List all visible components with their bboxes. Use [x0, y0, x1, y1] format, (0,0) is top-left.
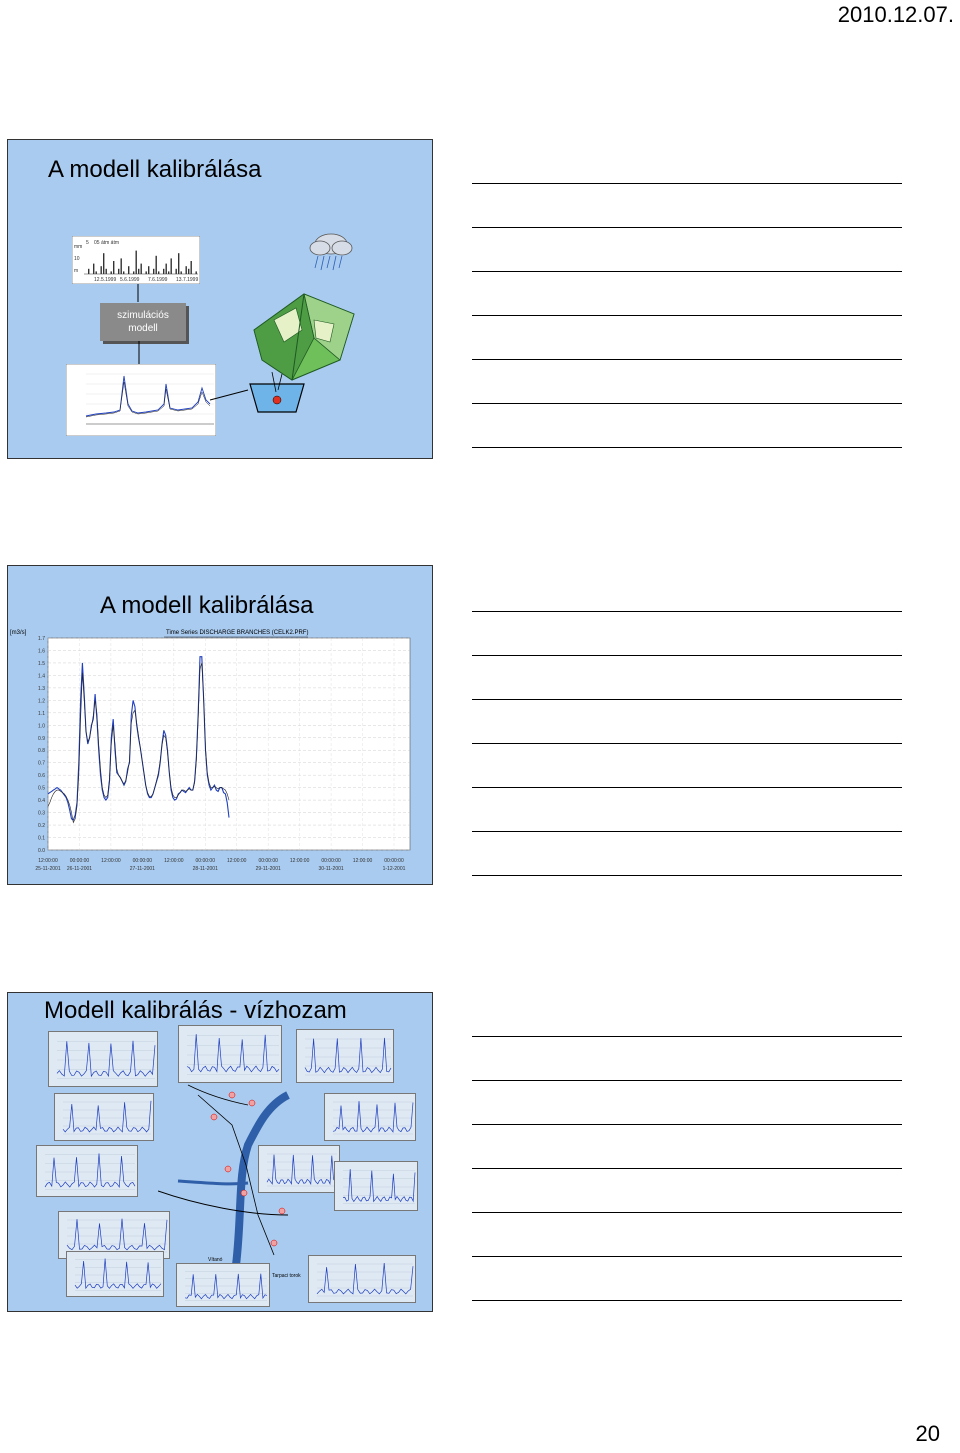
- y-tick-label: 0.8: [38, 748, 45, 755]
- notes-lines-2: [472, 611, 902, 919]
- rain-axis-low: m: [74, 268, 79, 274]
- node-tarpaci: Tarpaci torok: [272, 1273, 301, 1279]
- mini-series: [343, 1169, 415, 1201]
- y-tick-label: 1.2: [38, 698, 45, 705]
- discharge-chart: [8, 622, 432, 884]
- x-tick-date: 1-12-2001: [382, 866, 406, 872]
- rain-bar: [148, 266, 149, 274]
- x-tick-time: 12:00:00: [164, 858, 184, 864]
- rain-date-4: 13.7.1999: [176, 277, 199, 283]
- mini-chart-svg: [49, 1032, 159, 1088]
- mini-series: [75, 1259, 161, 1289]
- y-tick-label: 0.9: [38, 735, 45, 742]
- mini-chart-11: [176, 1263, 270, 1307]
- rain-bar: [191, 261, 192, 274]
- plot-area: [48, 638, 410, 850]
- mini-grid: [267, 1154, 337, 1186]
- rain-bar: [178, 253, 179, 274]
- y-tick-label: 0.2: [38, 823, 45, 830]
- x-tick-time: 12:00:00: [226, 858, 247, 864]
- rain-date-3: 7.6.1999: [148, 277, 168, 283]
- rain-bar: [96, 271, 97, 274]
- mini-series: [57, 1041, 155, 1076]
- rain-bar: [103, 253, 104, 274]
- rain-bar: [101, 266, 102, 274]
- mini-chart-svg: [37, 1146, 139, 1198]
- x-tick-time: 00:00:00: [69, 858, 90, 864]
- y-axis-unit: [m3/s]: [10, 630, 27, 636]
- mini-chart-svg: [335, 1162, 419, 1212]
- x-tick-date: 29-11-2001: [255, 866, 281, 872]
- mini-series: [317, 1263, 413, 1294]
- mini-grid: [343, 1170, 415, 1203]
- mini-chart-1: [48, 1031, 158, 1087]
- rain-bar: [196, 271, 197, 274]
- mini-series: [187, 1034, 279, 1072]
- mini-grid: [57, 1041, 155, 1078]
- box-label-line1: szimulációs: [117, 310, 169, 321]
- rain-unit: mm: [74, 244, 83, 250]
- notes-lines-1: [472, 183, 902, 491]
- x-tick-time: 12:00:00: [289, 858, 310, 864]
- rain-bar: [123, 271, 124, 274]
- mini-chart-10: [66, 1251, 164, 1297]
- mini-series: [67, 1219, 167, 1250]
- x-tick-time: 12:00:00: [101, 858, 121, 864]
- rain-date-2: 5.6.1999: [120, 277, 140, 283]
- cloud-icon: [306, 228, 356, 272]
- rain-bar: [168, 271, 169, 274]
- rain-bar: [176, 269, 177, 274]
- mini-grid: [305, 1039, 391, 1075]
- mini-chart-6: [36, 1145, 138, 1197]
- rain-bar: [156, 256, 157, 274]
- bucket-icon: [242, 372, 312, 416]
- mini-chart-2: [178, 1025, 282, 1083]
- page-number: 20: [915, 1421, 940, 1446]
- y-tick-label: 0.7: [38, 760, 45, 767]
- rain-axis-mid: 10: [74, 256, 80, 262]
- box-label-line2: modell: [128, 323, 158, 334]
- x-tick-date: 26-11-2001: [66, 866, 93, 872]
- y-tick-label: 1.3: [38, 685, 45, 692]
- rain-bar: [158, 271, 159, 274]
- mini-chart-5: [324, 1093, 416, 1141]
- rain-bar: [128, 266, 129, 274]
- mini-series: [185, 1274, 267, 1299]
- mini-grid: [187, 1036, 279, 1075]
- y-tick-label: 1.6: [38, 648, 45, 655]
- mini-chart-8: [334, 1161, 418, 1211]
- rain-bar: [133, 271, 134, 274]
- y-tick-label: 0.1: [38, 835, 45, 842]
- y-tick-label: 1.4: [38, 673, 45, 680]
- rainfall-chart: [72, 236, 200, 284]
- y-tick-label: 1.0: [38, 723, 45, 730]
- rain-bar: [136, 251, 137, 274]
- rain-date-1: 12.5.1999: [94, 277, 117, 283]
- mini-series: [305, 1038, 391, 1073]
- x-tick-time: 00:00:00: [321, 858, 341, 864]
- rain-axis-top: 5: [86, 240, 89, 246]
- mini-series: [45, 1153, 135, 1187]
- simulation-model-box: [100, 303, 186, 341]
- mini-chart-svg: [179, 1026, 283, 1084]
- mini-chart-svg: [325, 1094, 417, 1142]
- mini-chart-svg: [309, 1256, 417, 1304]
- chart-legend: Time Series DISCHARGE BRANCHES (CELK2.PRF): [166, 630, 309, 636]
- notes-lines-3: [472, 1036, 902, 1344]
- rain-bar: [121, 258, 122, 274]
- mini-series: [267, 1155, 337, 1184]
- rain-bar: [88, 269, 89, 274]
- rain-bar: [93, 264, 94, 274]
- y-tick-label: 0.5: [38, 785, 45, 792]
- mini-grid: [317, 1264, 413, 1296]
- mini-chart-7: [258, 1145, 340, 1193]
- slide-3: [7, 992, 433, 1312]
- rain-bar: [111, 271, 112, 274]
- node-vitano: Vítanó: [208, 1257, 223, 1263]
- x-tick-time: 12:00:00: [38, 858, 58, 864]
- x-tick-time: 00:00:00: [258, 858, 278, 864]
- rain-bar: [141, 264, 142, 274]
- header-date: 2010.12.07.: [837, 2, 954, 27]
- mini-chart-3: [296, 1029, 394, 1083]
- arrow-rain-to-model: [128, 284, 148, 304]
- rain-bar: [163, 269, 164, 274]
- x-tick-date: 28-11-2001: [192, 866, 218, 872]
- rain-bar: [188, 269, 189, 274]
- y-tick-label: 0.4: [38, 798, 45, 805]
- mini-grid: [63, 1102, 151, 1134]
- x-tick-time: 00:00:00: [132, 858, 153, 864]
- y-tick-label: 1.5: [38, 660, 45, 667]
- rain-bar: [186, 266, 187, 274]
- mini-chart-svg: [259, 1146, 341, 1194]
- x-tick-time: 00:00:00: [195, 858, 216, 864]
- output-hydrograph: [66, 364, 216, 436]
- mini-chart-svg: [177, 1264, 271, 1308]
- rain-bar: [171, 258, 172, 274]
- x-tick-date: 30-11-2001: [318, 866, 344, 872]
- rain-bar: [166, 264, 167, 274]
- rain-bar: [181, 271, 182, 274]
- y-tick-label: 0.3: [38, 810, 45, 817]
- y-tick-label: 0.0: [38, 848, 45, 854]
- slide-2: [7, 565, 433, 885]
- slide-2-title: A modell kalibrálása: [100, 592, 314, 619]
- rain-bar: [106, 269, 107, 274]
- rain-series-label: 05 átm átm: [94, 240, 120, 246]
- slide-1-title: A modell kalibrálása: [48, 156, 262, 183]
- mini-chart-4: [54, 1093, 154, 1141]
- rain-bar: [138, 269, 139, 274]
- y-tick-label: 0.6: [38, 773, 45, 780]
- slide-3-title: Modell kalibrálás - vízhozam: [44, 997, 347, 1024]
- y-tick-label: 1.1: [38, 710, 45, 717]
- y-tick-label: 1.7: [38, 636, 45, 642]
- x-tick-time: 12:00:00: [352, 858, 373, 864]
- x-tick-date: 27-11-2001: [129, 866, 155, 872]
- rain-bar: [146, 271, 147, 274]
- mini-chart-svg: [67, 1252, 165, 1298]
- rain-bar: [113, 261, 114, 274]
- x-tick-time: 00:00:00: [384, 858, 404, 864]
- x-tick-date: 25-11-2001: [35, 866, 61, 872]
- mini-series: [63, 1101, 151, 1132]
- mini-chart-svg: [297, 1030, 395, 1084]
- rain-bar: [118, 269, 119, 274]
- mini-chart-12: [308, 1255, 416, 1303]
- mini-chart-svg: [55, 1094, 155, 1142]
- rain-bar: [153, 269, 154, 274]
- slide-1: [7, 139, 433, 459]
- arrow-bucket-to-output: [208, 388, 250, 404]
- mini-series: [333, 1101, 413, 1132]
